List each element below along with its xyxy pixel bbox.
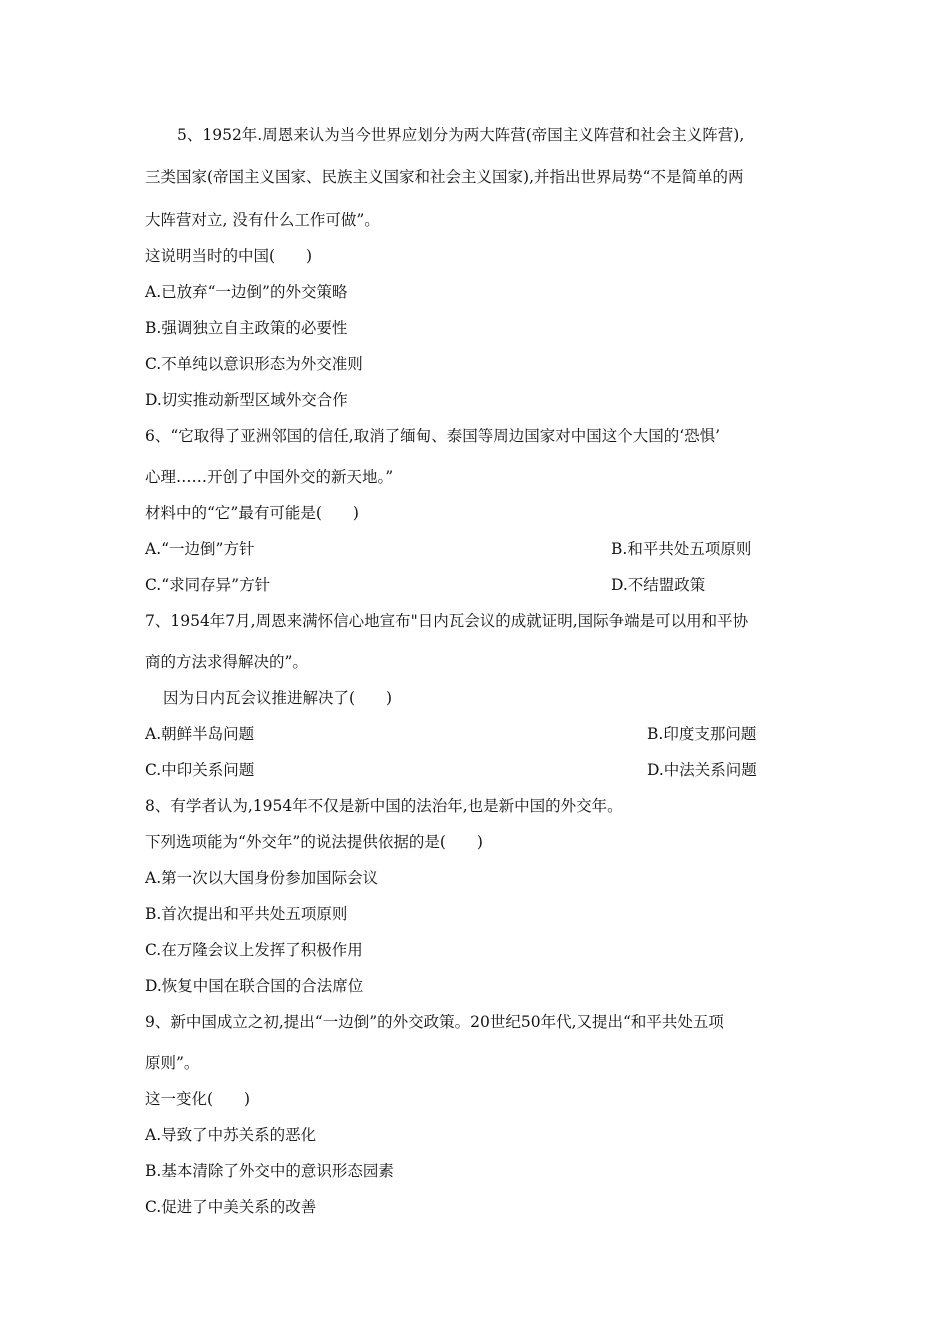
question-5-stem-line-3: 大阵营对立, 没有什么工作可做”。 xyxy=(145,211,380,229)
question-8-option-c: C.在万隆会议上发挥了积极作用 xyxy=(145,941,363,959)
question-6-prompt: 材料中的“它”最有可能是( ) xyxy=(145,504,359,522)
question-8-stem-line-1: 8、有学者认为,1954年不仅是新中国的法治年,也是新中国的外交年。 xyxy=(145,797,623,815)
question-8-prompt: 下列选项能为“外交年”的说法提供依据的是( ) xyxy=(145,833,483,851)
question-6-option-d: D.不结盟政策 xyxy=(611,576,706,594)
question-6-option-b: B.和平共处五项原则 xyxy=(611,540,752,558)
question-5-option-d: D.切实推动新型区域外交合作 xyxy=(145,391,348,409)
question-8-option-a: A.第一次以大国身份参加国际会议 xyxy=(145,869,379,887)
question-6-stem-line-1: 6、“它取得了亚洲邻国的信任,取消了缅甸、泰国等周边国家对中国这个大国的‘恐惧’ xyxy=(145,427,721,445)
question-8-option-b: B.首次提出和平共处五项原则 xyxy=(145,905,348,923)
question-7-stem-line-1: 7、1954年7月,周恩来满怀信心地宣布"日内瓦会议的成就证明,国际争端是可以用和平协 xyxy=(145,612,749,630)
question-9-stem-line-2: 原则”。 xyxy=(145,1054,200,1072)
question-9-option-c: C.促进了中美关系的改善 xyxy=(145,1198,317,1216)
question-5-stem-line-2: 三类国家(帝国主义国家、民族主义国家和社会主义国家),并指出世界局势“不是简单的两 xyxy=(145,168,744,186)
question-6-option-c: C.“求同存异”方针 xyxy=(145,576,271,594)
question-6-option-a: A.“一边倒”方针 xyxy=(145,540,255,558)
question-7-option-a: A.朝鲜半岛问题 xyxy=(145,725,255,743)
question-9-stem-line-1: 9、新中国成立之初,提出“一边倒”的外交政策。20世纪50年代,又提出“和平共处五项 xyxy=(145,1013,724,1031)
question-5-prompt: 这说明当时的中国( ) xyxy=(145,247,313,265)
question-9-option-b: B.基本清除了外交中的意识形态园素 xyxy=(145,1162,394,1180)
question-9-prompt: 这一变化( ) xyxy=(145,1090,251,1108)
question-7-stem-line-2: 商的方法求得解决的”。 xyxy=(145,653,308,671)
question-7-prompt: 因为日内瓦会议推进解决了( ) xyxy=(163,689,393,707)
question-7-option-b: B.印度支那问题 xyxy=(647,725,757,743)
question-6-stem-line-2: 心理……开创了中国外交的新天地。” xyxy=(145,468,394,486)
question-5-option-b: B.强调独立自主政策的必要性 xyxy=(145,319,348,337)
question-5-stem-line-1: 5、1952年.周恩来认为当今世界应划分为两大阵营(帝国主义阵营和社会主义阵营), xyxy=(177,126,745,144)
question-7-option-c: C.中印关系问题 xyxy=(145,761,255,779)
question-5-option-a: A.已放弃“一边倒”的外交策略 xyxy=(145,283,348,301)
question-8-option-d: D.恢复中国在联合国的合法席位 xyxy=(145,977,364,995)
question-5-option-c: C.不单纯以意识形态为外交准则 xyxy=(145,355,363,373)
question-7-option-d: D.中法关系问题 xyxy=(647,761,757,779)
question-9-option-a: A.导致了中苏关系的恶化 xyxy=(145,1126,317,1144)
